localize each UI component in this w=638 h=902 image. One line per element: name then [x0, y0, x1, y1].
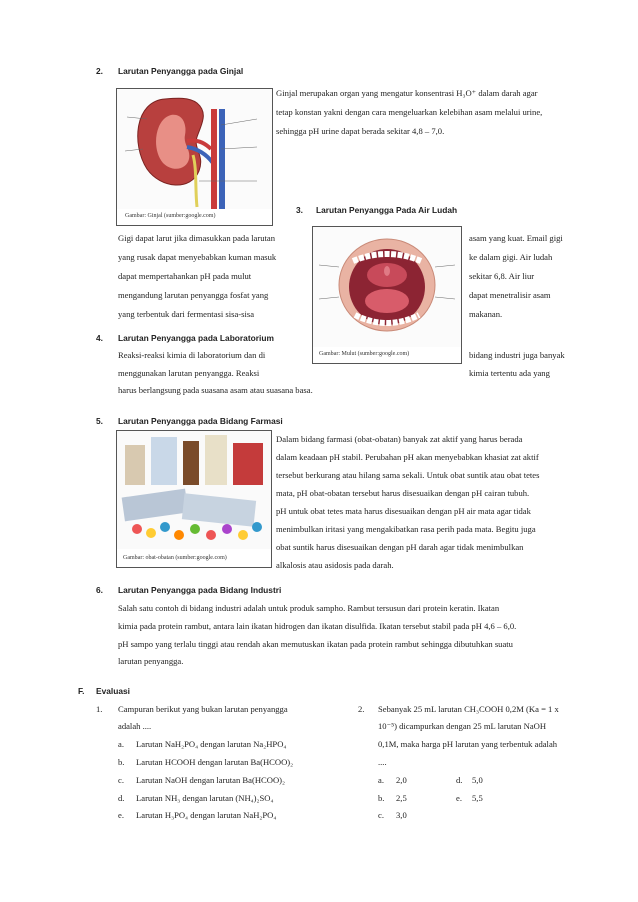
section-letter: F.	[78, 686, 85, 696]
question-number: 2.	[358, 704, 365, 714]
question-stem: Campuran berikut yang bukan larutan penyangga	[118, 704, 288, 714]
mouth-illustration	[313, 227, 461, 347]
kidney-image	[116, 88, 273, 226]
body-line: mengandung larutan penyangga fosfat yang	[118, 290, 269, 300]
option-key: c.	[378, 810, 384, 820]
option-key: c.	[118, 775, 124, 785]
body-line: kimia tertentu ada yang	[469, 368, 550, 378]
body-line: bidang industri juga banyak	[469, 350, 565, 360]
body-line: ke dalam gigi. Air ludah	[469, 252, 553, 262]
body-line: tetap konstan yakni dengan cara mengeluarkan kelebihan asam melalui urine,	[276, 107, 543, 117]
option-text: 2,0	[396, 775, 407, 785]
medicine-illustration	[117, 431, 271, 549]
option-text: 2,5	[396, 793, 407, 803]
option-text: Larutan NaOH dengan larutan Ba(HCOO)₂	[136, 775, 286, 785]
option-key: a.	[118, 739, 124, 749]
section-title: Larutan Penyangga pada Ginjal	[118, 66, 244, 76]
body-line: tersebut berkurang atau hilang sama sekali. Untuk obat suntik atau obat tetes	[276, 470, 540, 480]
option-key: d.	[118, 793, 125, 803]
body-line: dapat menetralisir asam	[469, 290, 551, 300]
option-text: Larutan H₃PO₄ dengan larutan NaH₂PO₄	[136, 810, 277, 820]
body-line: alkalosis atau asidosis pada darah.	[276, 560, 394, 570]
option-text: Larutan NH₃ dengan larutan (NH₄)₂SO₄	[136, 793, 274, 803]
body-line: makanan.	[469, 309, 503, 319]
body-line: Ginjal merupakan organ yang mengatur konsentrasi H₃O⁺ dalam darah agar	[276, 88, 538, 98]
medicine-image	[116, 430, 272, 568]
figure-caption: Gambar: obat-obatan (sumber:google.com)	[123, 555, 227, 561]
figure-caption: Gambar: Ginjal (sumber:google.com)	[125, 213, 216, 219]
option-text: 5,5	[472, 793, 483, 803]
mouth-image	[312, 226, 462, 364]
option-text: Larutan HCOOH dengan larutan Ba(HCOO)₂	[136, 757, 294, 767]
body-line: Reaksi-reaksi kimia di laboratorium dan di	[118, 350, 266, 360]
option-text: Larutan NaH₂PO₄ dengan larutan Na₂HPO₄	[136, 739, 287, 749]
option-key: e.	[456, 793, 462, 803]
body-line: harus berlangsung pada suasana asam atau suasana basa.	[118, 385, 313, 395]
body-line: dapat mempertahankan pH pada mulut	[118, 271, 252, 281]
section-title: Larutan Penyangga pada Bidang Industri	[118, 585, 282, 595]
option-key: b.	[378, 793, 385, 803]
section-title: Larutan Penyangga Pada Air Ludah	[316, 205, 458, 215]
body-line: pH untuk obat tetes mata harus disesuaikan dengan pH air mata agar tidak	[276, 506, 531, 516]
option-key: b.	[118, 757, 125, 767]
body-line: menimbulkan iritasi yang mengakibatkan rasa perih pada mata. Begitu juga	[276, 524, 536, 534]
section-title: Larutan Penyangga pada Bidang Farmasi	[118, 416, 283, 426]
option-text: 5,0	[472, 775, 483, 785]
body-line: mata, pH obat-obatan tersebut harus disesuaikan dengan pH cairan tubuh.	[276, 488, 530, 498]
option-key: a.	[378, 775, 384, 785]
section-number: 6.	[96, 585, 103, 595]
body-line: sekitar 6,8. Air liur	[469, 271, 535, 281]
body-line: dalam keadaan pH stabil. Perubahan pH akan menyebabkan khasiat zat aktif	[276, 452, 539, 462]
section-number: 5.	[96, 416, 103, 426]
body-line: Dalam bidang farmasi (obat-obatan) banyak zat aktif yang harus berada	[276, 434, 523, 444]
section-title: Evaluasi	[96, 686, 130, 696]
option-key: e.	[118, 810, 124, 820]
question-stem: adalah ....	[118, 721, 152, 731]
body-line: kimia pada protein rambut, antara lain ikatan hidrogen dan ikatan disulfida. Ikatan tersebut stabil pada pH 4,6 – 6,0.	[118, 621, 517, 631]
question-stem: 10⁻⁵) dicampurkan dengan 25 mL larutan NaOH	[378, 721, 547, 731]
question-stem: Sebanyak 25 mL larutan CH₃COOH 0,2M (Ka = 1 x	[378, 704, 559, 714]
section-title: Larutan Penyangga pada Laboratorium	[118, 333, 274, 343]
body-line: obat suntik harus disesuaikan dengan pH darah agar tidak menimbulkan	[276, 542, 524, 552]
body-line: menggunakan larutan penyangga. Reaksi	[118, 368, 260, 378]
option-key: d.	[456, 775, 463, 785]
body-line: yang terbentuk dari fermentasi sisa-sisa	[118, 309, 255, 319]
question-stem: 0,1M, maka harga pH larutan yang terbentuk adalah	[378, 739, 558, 749]
body-line: Salah satu contoh di bidang industri adalah untuk produk sampho. Rambut tersusun dari protein keratin. Ikatan	[118, 603, 500, 613]
section-number: 4.	[96, 333, 103, 343]
body-line: Gigi dapat larut jika dimasukkan pada larutan	[118, 233, 276, 243]
section-number: 2.	[96, 66, 103, 76]
kidney-illustration	[117, 89, 272, 209]
body-line: pH sampo yang terlalu tinggi atau rendah akan memutuskan ikatan pada protein rambut sehingga dibutuhkan suatu	[118, 639, 513, 649]
body-line: larutan penyangga.	[118, 656, 184, 666]
body-line: asam yang kuat. Email gigi	[469, 233, 563, 243]
option-text: 3,0	[396, 810, 407, 820]
body-line: yang rusak dapat menyebabkan kuman masuk	[118, 252, 277, 262]
question-number: 1.	[96, 704, 103, 714]
figure-caption: Gambar: Mulut (sumber:google.com)	[319, 351, 410, 357]
section-number: 3.	[296, 205, 303, 215]
body-line: sehingga pH urine dapat berada sekitar 4,8 – 7,0.	[276, 126, 445, 136]
question-stem: ....	[378, 757, 387, 767]
